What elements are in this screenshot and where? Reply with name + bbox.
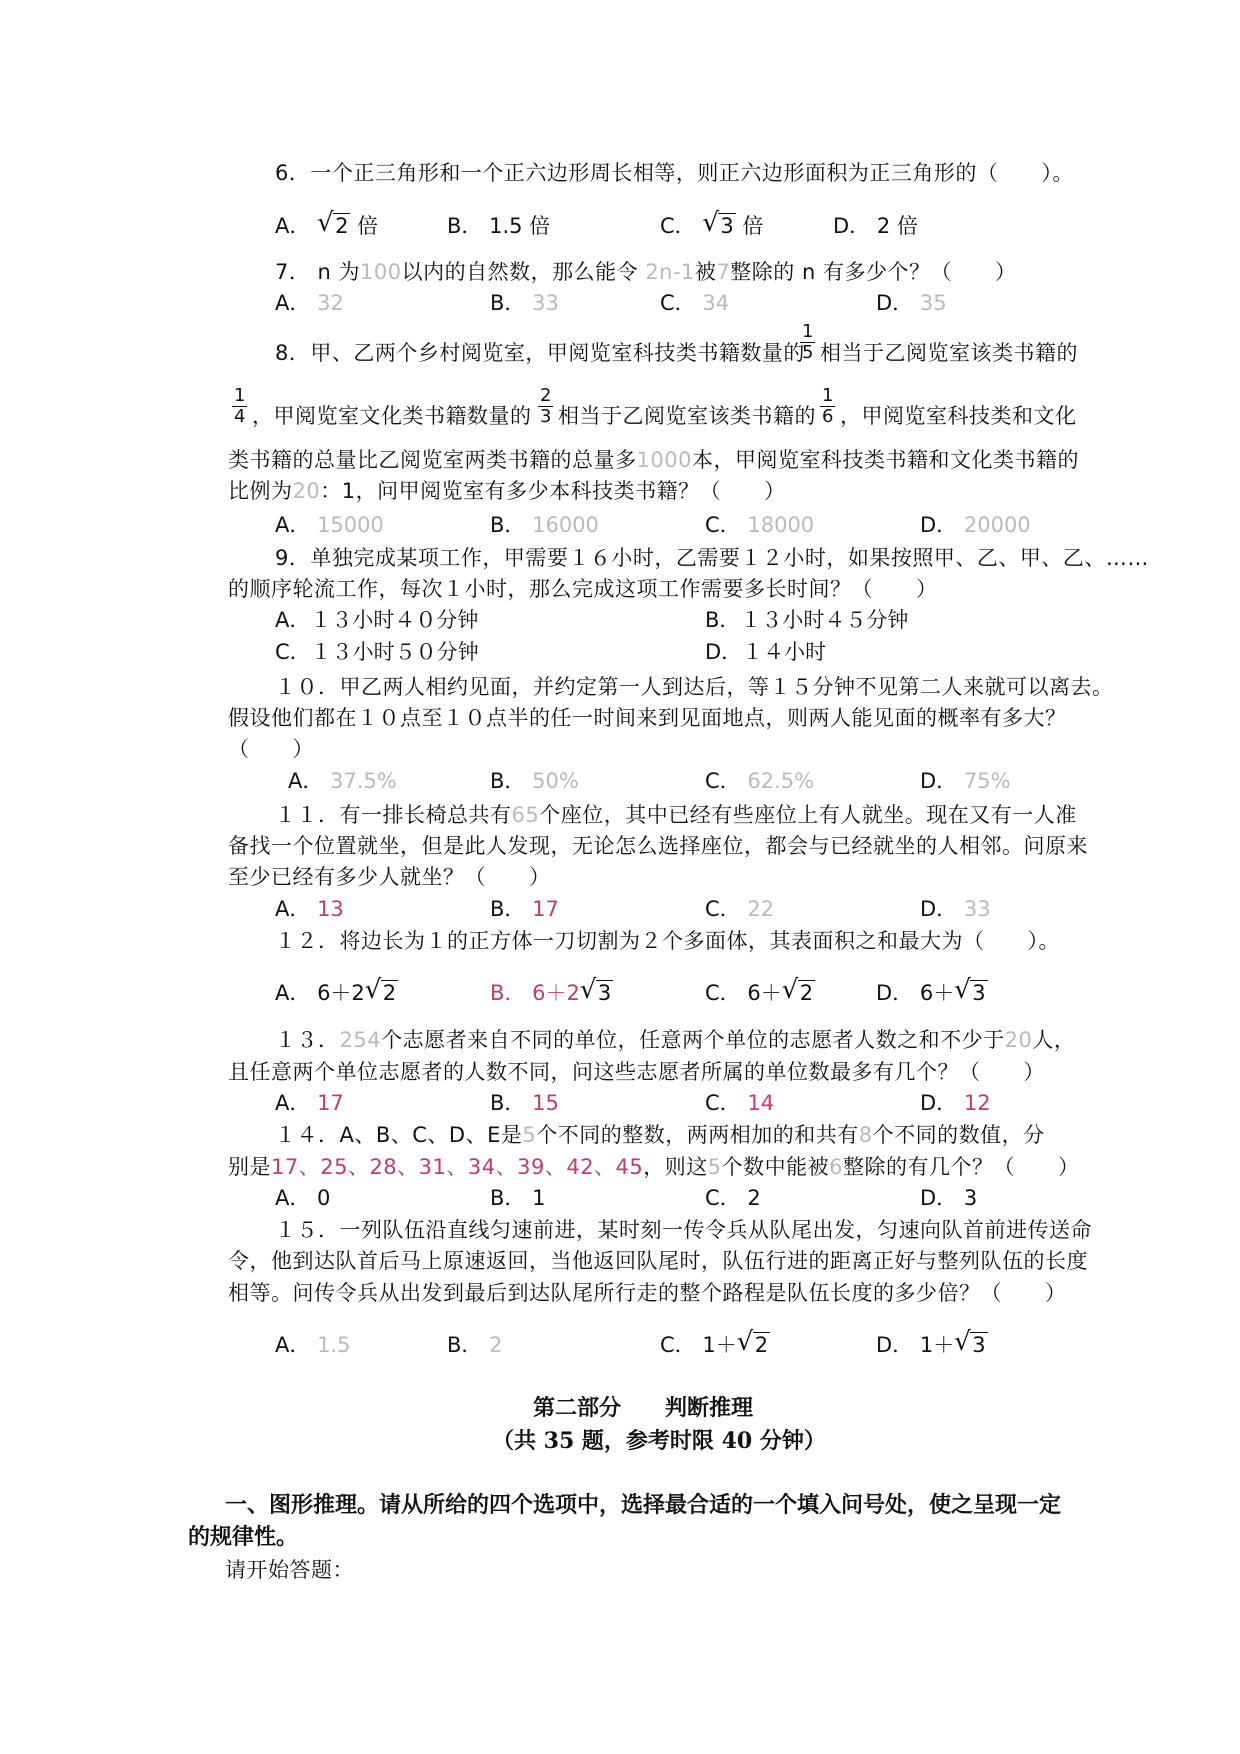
q8-line-1: 8．甲、乙两个乡村阅览室，甲阅览室科技类书籍数量的 xyxy=(275,341,805,365)
q6-option-c: C． √ 3 倍 xyxy=(660,211,763,241)
part2-subtitle: （共 35 题，参考时限 40 分钟） xyxy=(492,1428,826,1454)
q15-line-3: 相等。问传令兵从出发到最后到达队尾所行走的整个路程是队伍长度的多少倍？（ ） xyxy=(228,1281,1067,1305)
q8-fraction-1: $\frac{1}{5}$ xyxy=(802,321,814,363)
q15-option-b: B． 2 xyxy=(447,1333,503,1357)
q7-option-c: C． 34 xyxy=(660,291,730,315)
q12-stem: １２．将边长为１的正方体一刀切割为２个多面体，其表面积之和最大为（ ）。 xyxy=(275,929,1060,953)
q13-option-d: D． 12 xyxy=(920,1091,991,1115)
q14-option-d: D． 3 xyxy=(920,1186,978,1210)
q10-line-2: 假设他们都在１０点至１０点半的任一时间来到见面地点，则两人能见面的概率有多大？ xyxy=(228,706,1067,730)
q8-fraction-4: $\frac{1}{6}$ xyxy=(822,385,834,427)
sqrt-symbol-icon: √ 3 xyxy=(580,978,613,1008)
q10-option-b: B． 50% xyxy=(490,769,579,793)
q7-option-a: A． 32 xyxy=(275,291,344,315)
q15-line-2: 令，他到达队首后马上原速返回，当他返回队尾时，队伍行进的距离正好与整列队伍的长度 xyxy=(228,1249,1088,1273)
q15-option-d: D． 1＋√ 3 xyxy=(876,1330,988,1360)
section-instruction-line-2: 的规律性。 xyxy=(188,1524,299,1550)
q10-option-d: D． 75% xyxy=(920,769,1011,793)
q12-option-c: C． 6＋√ 2 xyxy=(705,978,815,1008)
start-answering-text: 请开始答题： xyxy=(225,1558,354,1582)
q6-stem: 6．一个正三角形和一个正六边形周长相等，则正六边形面积为正三角形的（ ）。 xyxy=(275,161,1074,185)
q14-option-a: A． 0 xyxy=(275,1186,331,1210)
q8-option-b: B． 16000 xyxy=(490,513,599,537)
q15-line-1: １５．一列队伍沿直线匀速前进，某时刻一传令兵从队尾出发，匀速向队首前进传送命 xyxy=(275,1218,1092,1242)
q14-line-1: １４．A、B、C、D、E是5个不同的整数，两两相加的和共有8个不同的数值，分 xyxy=(275,1123,1045,1147)
q13-option-c: C． 14 xyxy=(705,1091,775,1115)
section-instruction-line-1: 一、图形推理。请从所给的四个选项中，选择最合适的一个填入问号处，使之呈现一定 xyxy=(225,1492,1062,1518)
sqrt-symbol-icon: √ 2 xyxy=(737,1330,770,1360)
q7-stem: 7． n 为100以内的自然数，那么能令 2n-1被7整除的 n 有多少个？（ ） xyxy=(275,260,1017,284)
q10-option-c: C． 62.5% xyxy=(705,769,815,793)
sqrt-symbol-icon: √ 3 xyxy=(954,978,987,1008)
q11-line-2: 备找一个位置就坐，但是此人发现，无论怎么选择座位，都会与已经就坐的人相邻。问原来 xyxy=(228,834,1088,858)
q10-line-1: １０．甲乙两人相约见面，并约定第一人到达后，等１５分钟不见第二人来就可以离去。 xyxy=(275,675,1114,699)
q7-option-d: D． 35 xyxy=(876,291,947,315)
q9-line-1: 9．单独完成某项工作，甲需要１６小时，乙需要１２小时，如果按照甲、乙、甲、乙、…… xyxy=(275,546,1149,570)
q12-option-d: D． 6＋√ 3 xyxy=(876,978,988,1008)
q7-option-b: B． 33 xyxy=(490,291,559,315)
q13-option-a: A． 17 xyxy=(275,1091,344,1115)
q8-option-a: A． 15000 xyxy=(275,513,384,537)
q9-option-d: D．１４小时 xyxy=(705,640,827,664)
q9-option-c: C．１３小时５０分钟 xyxy=(275,640,479,664)
q8-line-3: 类书籍的总量比乙阅览室两类书籍的总量多1000本，甲阅览室科技类书籍和文化类书籍的 xyxy=(228,448,1079,472)
sqrt-symbol-icon: √ 2 xyxy=(317,211,350,241)
q8-line-1-tail: 相当于乙阅览室该类书籍的 xyxy=(820,341,1078,365)
q14-option-c: C． 2 xyxy=(705,1186,761,1210)
q11-option-b: B． 17 xyxy=(490,897,559,921)
q15-option-a: A． 1.5 xyxy=(275,1333,351,1357)
q11-option-c: C． 22 xyxy=(705,897,775,921)
q14-option-b: B． 1 xyxy=(490,1186,546,1210)
q6-option-a: A． √ 2 倍 xyxy=(275,211,378,241)
sqrt-symbol-icon: √ 3 xyxy=(702,211,735,241)
q12-option-b: B． 6＋2√ 3 xyxy=(490,978,613,1008)
q8-line-2c: ，甲阅览室科技类和文化 xyxy=(840,404,1077,428)
q15-option-c: C． 1＋√ 2 xyxy=(660,1330,770,1360)
q8-line-4: 比例为20：1，问甲阅览室有多少本科技类书籍？（ ） xyxy=(228,479,786,503)
q8-fraction-2: $\frac{1}{4}$ xyxy=(234,385,246,427)
q11-option-d: D． 33 xyxy=(920,897,991,921)
q6-option-d: D． 2 倍 xyxy=(833,214,918,238)
q12-option-a: A． 6＋2√ 2 xyxy=(275,978,398,1008)
q8-line-2b: 相当于乙阅览室该类书籍的 xyxy=(558,404,816,428)
q10-option-a: A． 37.5% xyxy=(288,769,397,793)
q11-line-3: 至少已经有多少人就坐？（ ） xyxy=(228,865,551,889)
sqrt-symbol-icon: √ 2 xyxy=(365,978,398,1008)
q8-fraction-3: $\frac{2}{3}$ xyxy=(540,385,552,427)
q10-line-3: （ ） xyxy=(228,737,314,761)
q8-option-d: D． 20000 xyxy=(920,513,1031,537)
q13-line-1: １３．254个志愿者来自不同的单位，任意两个单位的志愿者人数之和不少于20人， xyxy=(275,1028,1076,1052)
q13-option-b: B． 15 xyxy=(490,1091,559,1115)
q6-option-b: B． 1.5 倍 xyxy=(447,214,551,238)
q9-option-b: B．１３小时４５分钟 xyxy=(705,608,909,632)
sqrt-symbol-icon: √ 3 xyxy=(954,1330,987,1360)
part2-title: 第二部分 判断推理 xyxy=(533,1395,754,1421)
q14-line-2: 别是17、25、28、31、34、39、42、45，则这5个数中能被6整除的有几个？（ ） xyxy=(228,1155,1080,1179)
q8-option-c: C． 18000 xyxy=(705,513,815,537)
q8-line-2a: ，甲阅览室文化类书籍数量的 xyxy=(252,404,532,428)
q11-option-a: A． 13 xyxy=(275,897,344,921)
q9-line-2: 的顺序轮流工作，每次１小时，那么完成这项工作需要多长时间？（ ） xyxy=(228,577,938,601)
q11-line-1: １１．有一排长椅总共有65个座位，其中已经有些座位上有人就坐。现在又有一人准 xyxy=(275,803,1077,827)
sqrt-symbol-icon: √ 2 xyxy=(782,978,815,1008)
q13-line-2: 且任意两个单位志愿者的人数不同，问这些志愿者所属的单位数最多有几个？（ ） xyxy=(228,1060,1045,1084)
q9-option-a: A．１３小时４０分钟 xyxy=(275,608,479,632)
